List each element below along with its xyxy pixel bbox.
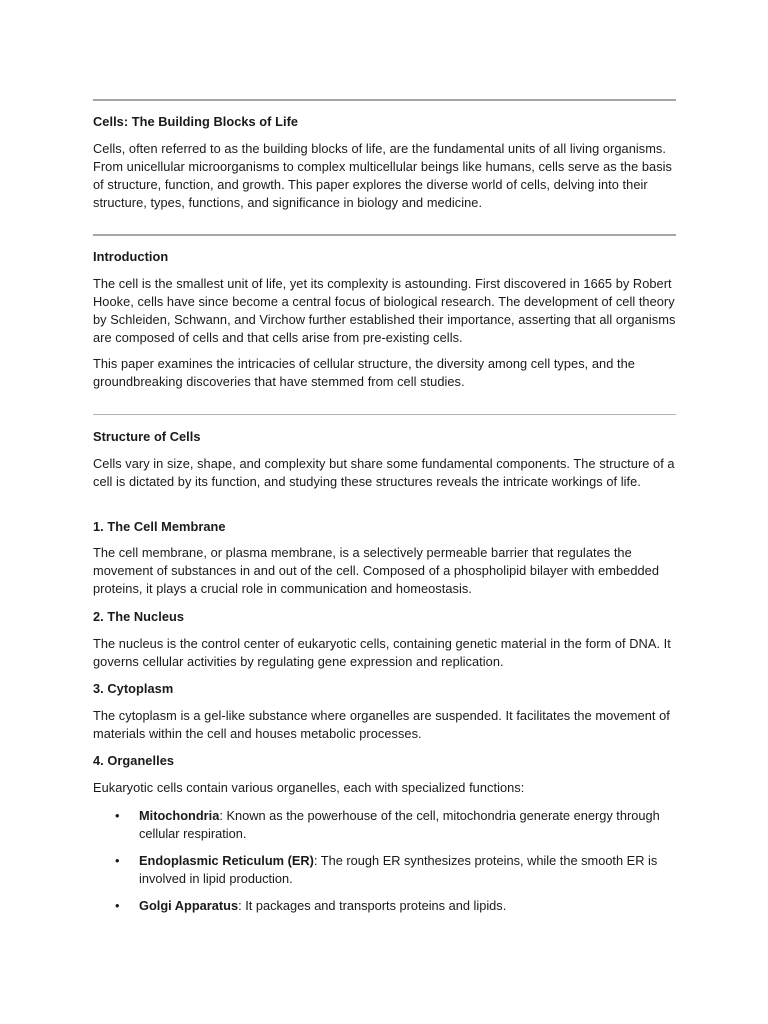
abstract-paragraph: Cells, often referred to as the building blocks of life, are the fundamental units of all living organisms. From unicellular microorganisms to complex multicellular beings like humans, cells serve as the basis of structure, function, and growth. This paper explores the diverse world of cells, delving into their structure, types, functions, and significance in biology and medicine. — [93, 141, 672, 210]
list-item-text — [139, 807, 676, 843]
organelles-intro-paragraph: Eukaryotic cells contain various organelles, each with specialized functions: — [93, 780, 525, 795]
cytoplasm-heading: 3. Cytoplasm — [93, 681, 174, 696]
list-item-term: Endoplasmic Reticulum (ER) — [139, 853, 314, 868]
cell-membrane-heading: 1. The Cell Membrane — [93, 519, 226, 534]
introduction-paragraph-2: This paper examines the intricacies of cellular structure, the diversity among cell types, and the groundbreaking discoveries that have stemmed from cell studies. — [93, 356, 635, 389]
section-divider — [93, 414, 676, 415]
bullet-icon: • — [115, 853, 120, 868]
list-item-description: : The rough ER synthesizes proteins, while the smooth ER is involved in lipid production. — [139, 853, 658, 886]
list-item-description: : It packages and transports proteins and lipids. — [238, 898, 507, 913]
introduction-heading: Introduction — [93, 249, 169, 264]
section-divider — [93, 99, 676, 101]
organelles-heading: 4. Organelles — [93, 753, 175, 768]
cytoplasm-paragraph: The cytoplasm is a gel-like substance where organelles are suspended. It facilitates the movement of materials within the cell and houses metabolic processes. — [93, 708, 670, 741]
section-divider — [93, 234, 676, 236]
nucleus-paragraph: The nucleus is the control center of eukaryotic cells, containing genetic material in the form of DNA. It governs cellular activities by regulating gene expression and replication. — [93, 636, 671, 669]
structure-heading: Structure of Cells — [93, 429, 201, 444]
document-title: Cells: The Building Blocks of Life — [93, 114, 299, 129]
list-item-text — [139, 897, 676, 915]
structure-intro-paragraph: Cells vary in size, shape, and complexity but share some fundamental components. The structure of a cell is dictated by its function, and studying these structures reveals the intricate workings of life. — [93, 456, 675, 489]
bullet-icon: • — [115, 808, 120, 823]
list-item-term: Mitochondria — [139, 808, 220, 823]
cell-membrane-paragraph: The cell membrane, or plasma membrane, is a selectively permeable barrier that regulates the movement of substances in and out of the cell. Composed of a phospholipid bilayer with embedded proteins, it plays a crucial role in communication and homeostasis. — [93, 545, 660, 596]
bullet-icon: • — [115, 898, 120, 913]
introduction-paragraph-1: The cell is the smallest unit of life, yet its complexity is astounding. First discovered in 1665 by Robert Hooke, cells have since become a central focus of biological research. The development of cell theory by Schleiden, Schwann, and Virchow further established their importance, asserting that all organisms are composed of cells and that cells arise from pre-existing cells. — [93, 276, 676, 345]
list-item-term: Golgi Apparatus — [139, 898, 239, 913]
list-item-description: : Known as the powerhouse of the cell, mitochondria generate energy through cellular respiration. — [139, 808, 660, 841]
nucleus-heading: 2. The Nucleus — [93, 609, 185, 624]
list-item-text — [139, 852, 676, 888]
